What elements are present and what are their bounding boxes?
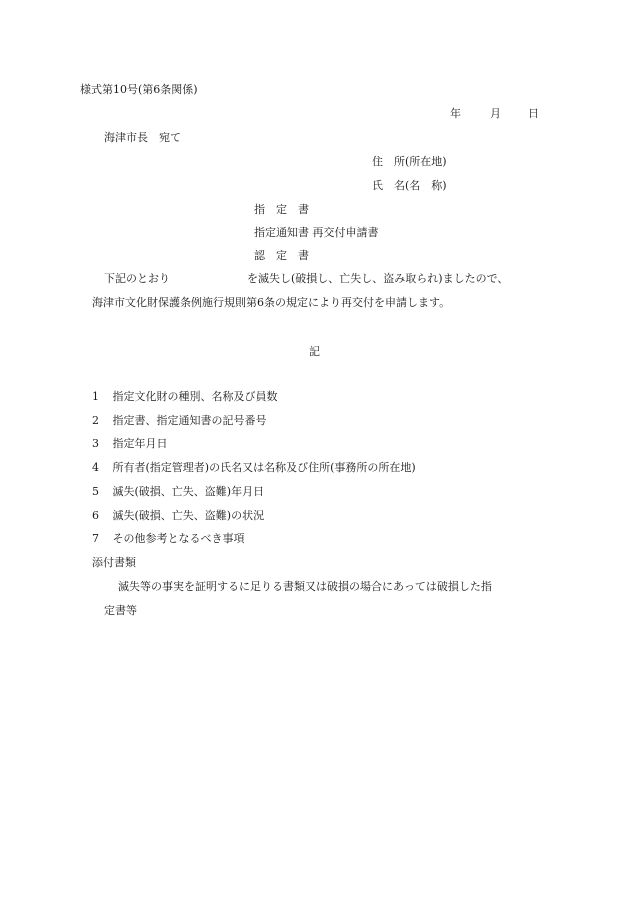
- list-item: [92, 532, 245, 546]
- item-text: 所有者(指定管理者)の氏名又は名称及び住所(事務所の所在地): [112, 461, 416, 474]
- item-number: 7: [92, 532, 99, 545]
- list-item: [92, 461, 416, 475]
- ki-heading: 記: [309, 345, 320, 358]
- item-text: 滅失(破損、亡失、盗難)の状況: [112, 509, 265, 522]
- item-number: 2: [92, 414, 99, 427]
- item-text: 指定文化財の種別、名称及び員数: [112, 390, 278, 403]
- list-item: [92, 414, 267, 428]
- date-day-label: 日: [528, 107, 539, 120]
- item-text: 指定書、指定通知書の記号番号: [112, 414, 267, 427]
- applicant-name-label: 氏 名(名 称): [372, 179, 447, 192]
- item-number: 4: [92, 461, 99, 474]
- item-number: 1: [92, 390, 99, 403]
- applicant-address-label: 住 所(所在地): [372, 155, 447, 168]
- item-number: 6: [92, 509, 99, 522]
- item-number: 5: [92, 485, 99, 498]
- addressee: 海津市長 宛て: [104, 131, 181, 144]
- item-text: その他参考となるべき事項: [112, 532, 245, 545]
- body-paragraph-line-1: 下記のとおり を滅失し(破損し、亡失し、盗み取られ)ましたので、: [104, 272, 509, 285]
- form-number: 様式第10号(第6条関係): [80, 83, 198, 96]
- date-month-label: 月: [490, 107, 501, 120]
- list-item: [92, 390, 278, 404]
- list-item: [92, 437, 168, 451]
- certificate-type-notice: 指定通知書 再交付申請書: [254, 226, 379, 239]
- item-number: 3: [92, 437, 99, 450]
- list-item: [92, 485, 264, 499]
- list-item: [92, 509, 264, 523]
- certificate-type-designation: 指 定 書: [254, 203, 309, 216]
- attachments-line-1: 滅失等の事実を証明するに足りる書類又は破損の場合にあっては破損した指: [118, 580, 492, 593]
- date-year-label: 年: [450, 107, 461, 120]
- item-text: 指定年月日: [112, 437, 168, 450]
- body-paragraph-line-2: 海津市文化財保護条例施行規則第6条の規定により再交付を申請します。: [92, 296, 451, 309]
- attachments-heading: 添付書類: [92, 556, 136, 569]
- attachments-line-2: 定書等: [104, 604, 137, 617]
- item-text: 滅失(破損、亡失、盗難)年月日: [112, 485, 265, 498]
- certificate-type-recognition: 認 定 書: [254, 249, 309, 262]
